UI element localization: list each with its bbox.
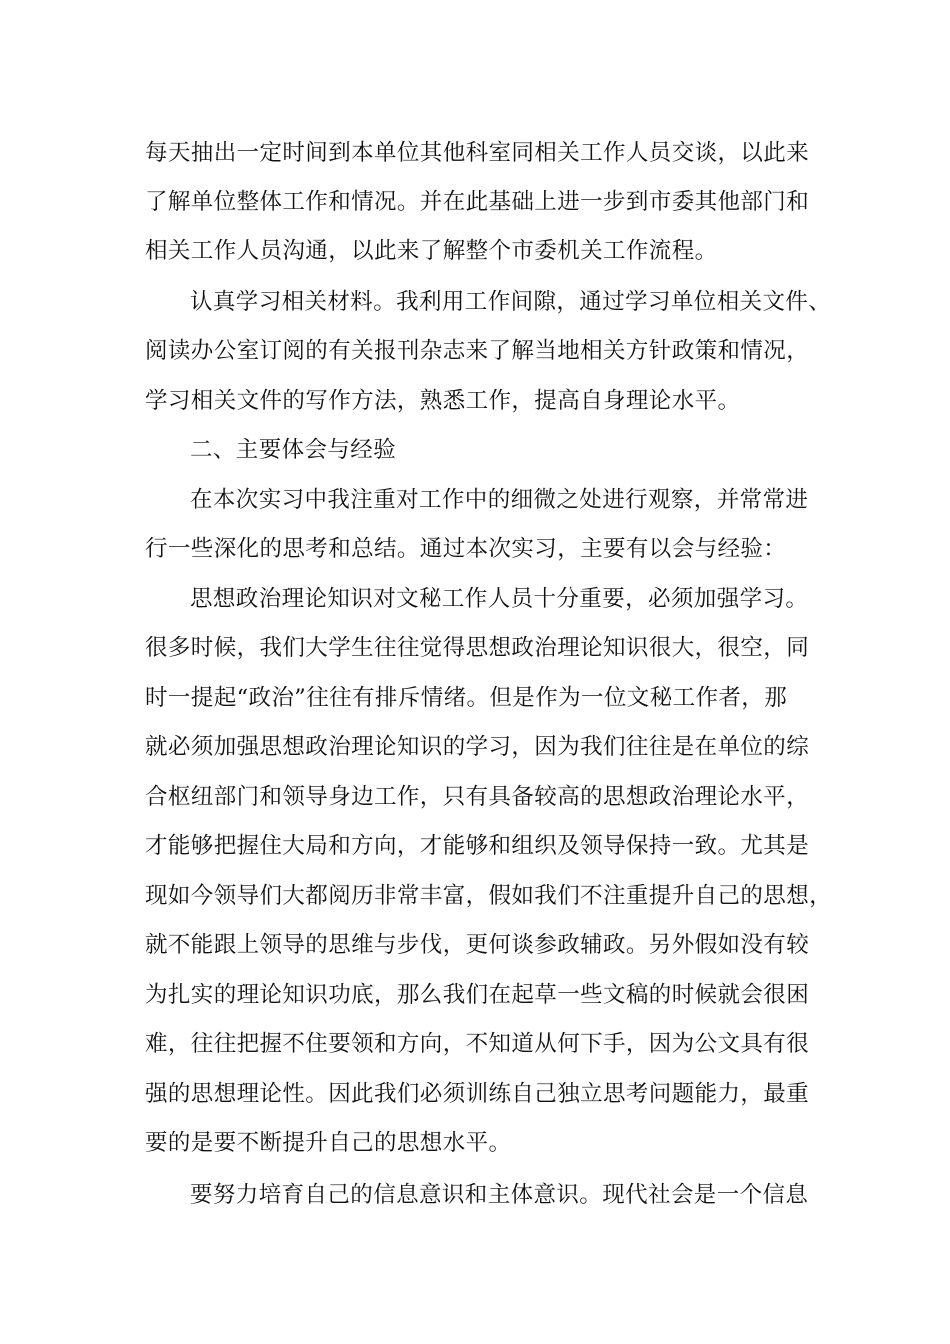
paragraph-line: 了解单位整体工作和情况。并在此基础上进一步到市委其他部门和 [145,189,810,215]
paragraph-line: 要努力培育自己的信息意识和主体意识。现代社会是一个信息 [190,1182,809,1208]
paragraph-line: 阅读办公室订阅的有关报刊杂志来了解当地相关方针政策和情况， [145,338,810,364]
paragraph-line: 合枢纽部门和领导身边工作，只有具备较高的思想政治理论水平， [145,784,810,810]
paragraph-line: 很多时候，我们大学生往往觉得思想政治理论知识很大，很空，同 [145,635,810,661]
paragraph-line: 相关工作人员沟通，以此来了解整个市委机关工作流程。 [145,238,718,264]
paragraph-line: 才能够把握住大局和方向，才能够和组织及领导保持一致。尤其是 [145,833,810,859]
paragraph-line: 认真学习相关材料。我利用工作间隙，通过学习单位相关文件、 [190,289,832,315]
paragraph-line: 强的思想理论性。因此我们必须训练自己独立思考问题能力，最重 [145,1081,810,1107]
paragraph-line: 难，往往把握不住要领和方向，不知道从何下手，因为公文具有很 [145,1031,810,1057]
paragraph-line: 行一些深化的思考和总结。通过本次实习，主要有以会与经验： [145,536,787,562]
paragraph-line: 要的是要不断提升自己的思想水平。 [145,1130,512,1156]
section-heading: 二、主要体会与经验 [190,437,397,463]
paragraph-line: 时一提起“政治”往往有排斥情绪。但是作为一位文秘工作者，那 [145,685,788,711]
paragraph-line: 学习相关文件的写作方法，熟悉工作，提高自身理论水平。 [145,388,741,414]
paragraph-line: 为扎实的理论知识功底，那么我们在起草一些文稿的时候就会很困 [145,982,810,1008]
paragraph-line: 现如今领导们大都阅历非常丰富，假如我们不注重提升自己的思想， [145,883,833,909]
paragraph-line: 每天抽出一定时间到本单位其他科室同相关工作人员交谈，以此来 [145,140,810,166]
paragraph-line: 思想政治理论知识对文秘工作人员十分重要，必须加强学习。 [190,586,809,612]
paragraph-line: 在本次实习中我注重对工作中的细微之处进行观察，并常常进 [190,487,809,513]
paragraph-line: 就必须加强思想政治理论知识的学习，因为我们往往是在单位的综 [145,734,810,760]
paragraph-line: 就不能跟上领导的思维与步伐，更何谈参政辅政。另外假如没有较 [145,932,810,958]
